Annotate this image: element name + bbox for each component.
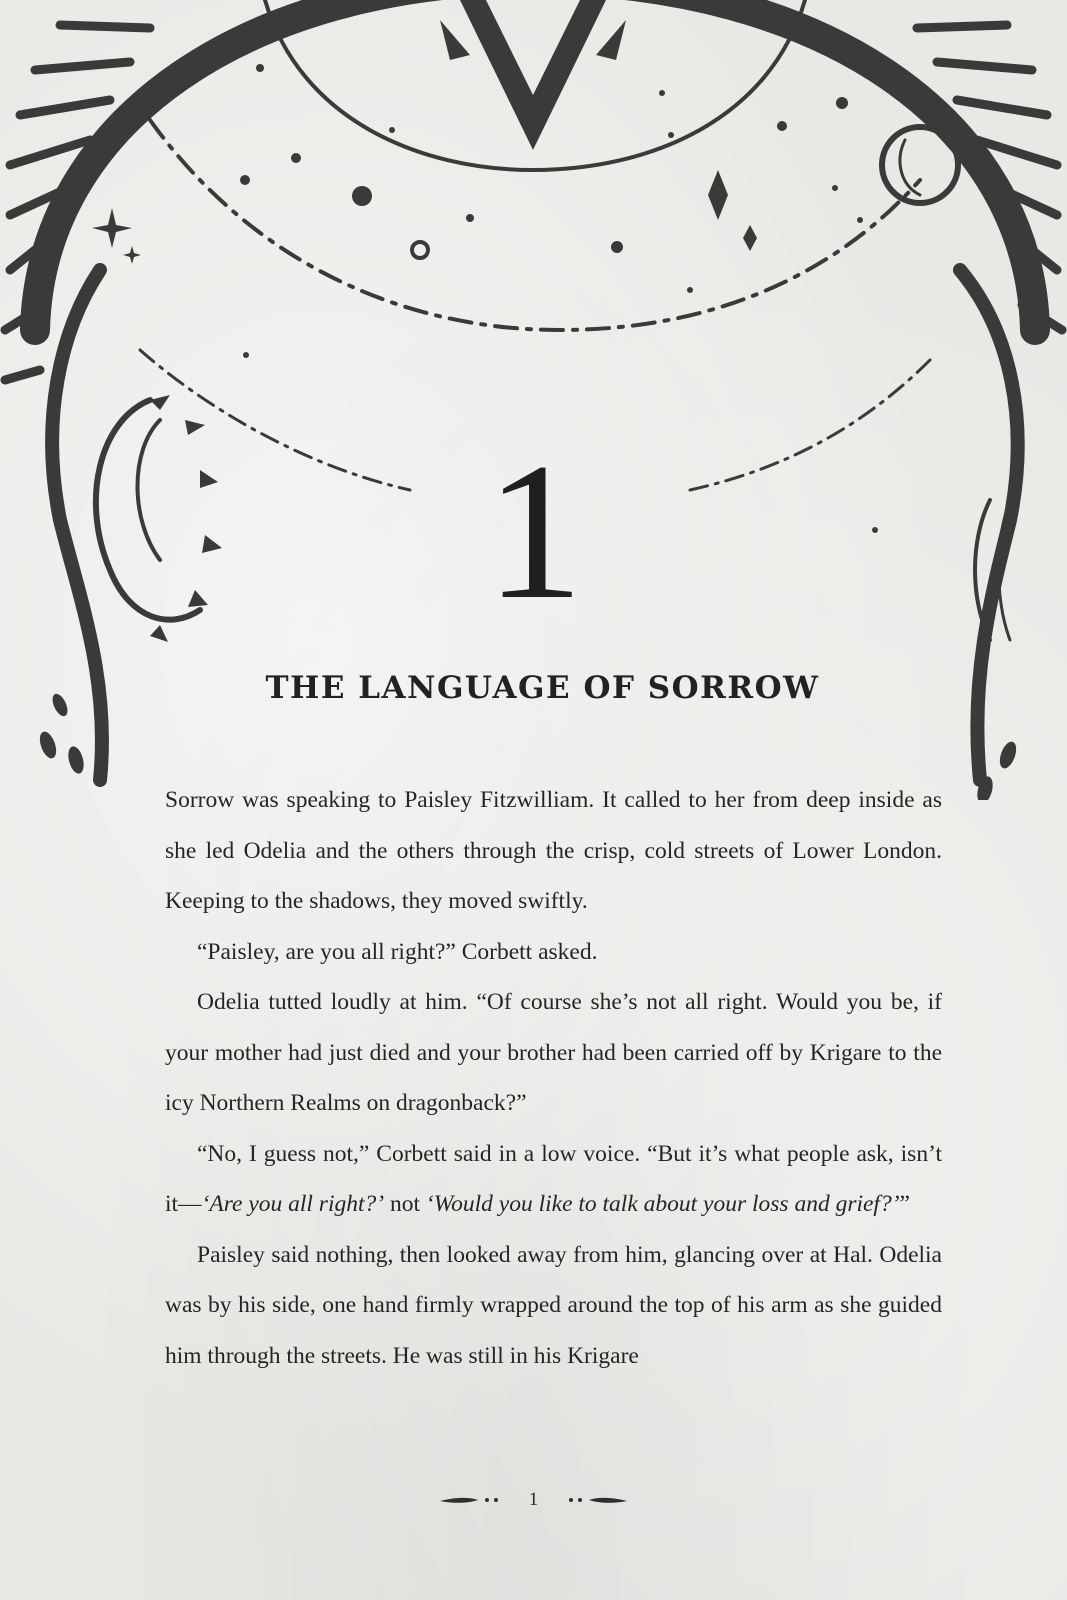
italic-quote: ‘Are you all right?’: [201, 1191, 385, 1217]
text-segment: not: [384, 1191, 426, 1217]
chapter-title: THE LANGUAGE OF SORROW: [265, 670, 820, 706]
chapter-body: [165, 775, 942, 1381]
paragraph: Paisley said nothing, then looked away from him, glancing over at Hal. Odelia was by his side, one hand firmly wrapped around the top of his arm as she guided him through the streets. He was still in his Krigare: [165, 1241, 942, 1369]
chapter-number: 1: [485, 423, 582, 640]
page-footer: [0, 1488, 1067, 1512]
paragraph: [165, 1129, 942, 1230]
paragraph: “Paisley, are you all right?” Corbett asked.: [197, 938, 598, 965]
paragraph: Odelia tutted loudly at him. “Of course she’s not all right. Would you be, if your mother had just died and your brother had been carried off by Krigare to the icy Northern Realms on dragonback?”: [165, 989, 942, 1116]
text-segment: ”: [899, 1191, 910, 1217]
italic-quote: ‘Would you like to talk about your loss and grief?’: [425, 1191, 900, 1217]
paragraph: Sorrow was speaking to Paisley Fitzwilliam. It called to her from deep inside as she led Odelia and the others through the crisp, cold streets of Lower London. Keeping to the shadows, they moved swiftly.: [165, 787, 942, 914]
page-number: 1: [528, 1489, 539, 1510]
text-segment: “No, I guess not,” Corbett said in a low voice. “But it’s what people ask, isn’t it—: [165, 1140, 942, 1217]
